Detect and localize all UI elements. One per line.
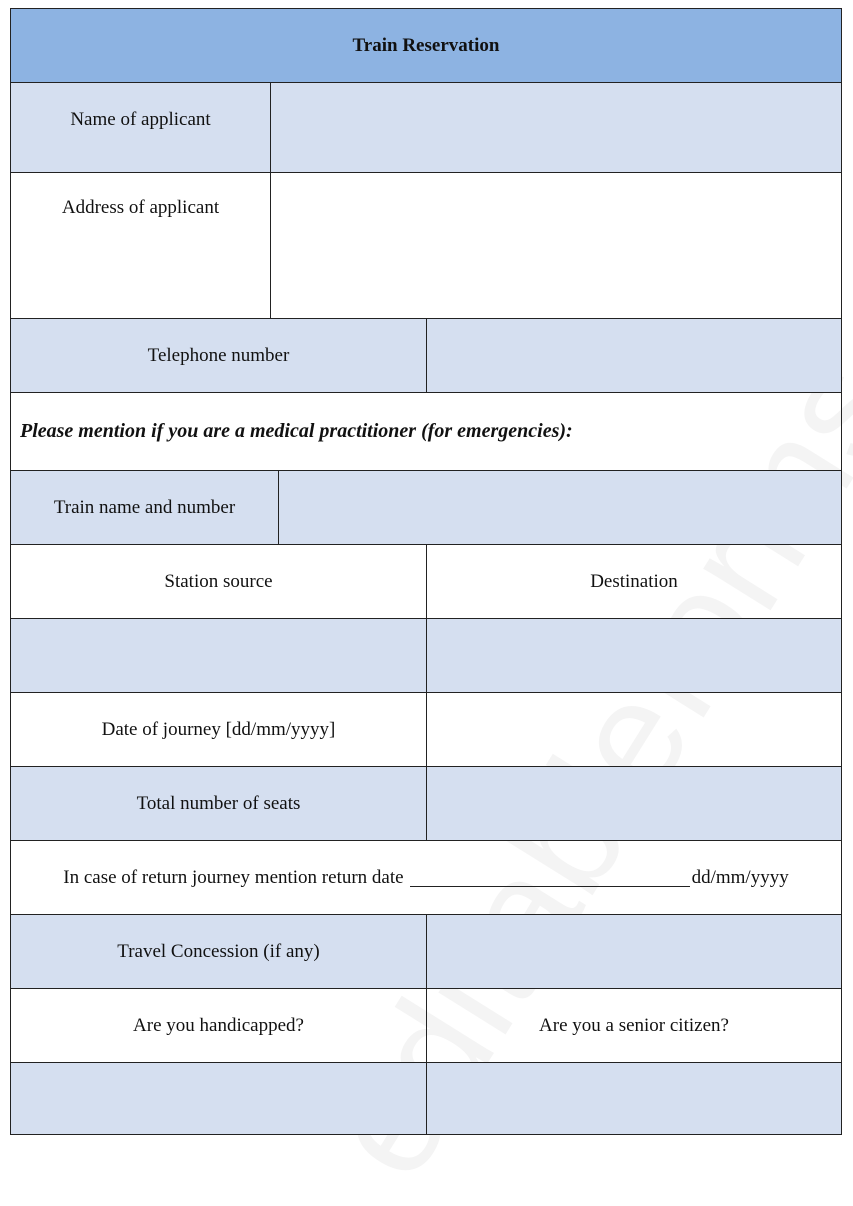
form-header [11,9,841,83]
questions-row [11,989,841,1063]
return-label: In case of return journey mention return date [63,866,404,888]
train-label: Train name and number [11,471,279,544]
telephone-row [11,319,841,393]
destination-field[interactable] [427,619,841,692]
return-row [11,841,841,915]
medical-note: Please mention if you are a medical practitioner (for emergencies): [20,420,573,442]
train-row [11,471,841,545]
answers-row [11,1063,841,1134]
train-reservation-form [10,8,842,1135]
concession-label: Travel Concession (if any) [11,915,427,988]
concession-row [11,915,841,989]
medical-row [11,393,841,471]
date-row [11,693,841,767]
name-field[interactable] [271,83,841,172]
return-format: dd/mm/yyyy [691,866,789,888]
senior-field[interactable] [427,1063,841,1134]
return-line [11,841,841,914]
source-field[interactable] [11,619,427,692]
name-label: Name of applicant [11,83,271,172]
concession-field[interactable] [427,915,841,988]
return-date-field[interactable] [410,868,690,887]
source-label: Station source [11,545,427,618]
route-header-row [11,545,841,619]
senior-label: Are you a senior citizen? [539,1014,729,1036]
address-label: Address of applicant [11,173,271,318]
address-row [11,173,841,319]
seats-label: Total number of seats [11,767,427,840]
seats-row [11,767,841,841]
name-row [11,83,841,173]
address-field[interactable] [271,173,841,318]
telephone-field[interactable] [427,319,841,392]
form-title: Train Reservation [352,34,500,56]
date-label: Date of journey [dd/mm/yyyy] [11,693,427,766]
date-field[interactable] [427,693,841,766]
seats-field[interactable] [427,767,841,840]
destination-label: Destination [590,570,678,592]
route-fields-row [11,619,841,693]
handicapped-label: Are you handicapped? [11,989,427,1062]
train-field[interactable] [279,471,841,544]
telephone-label: Telephone number [11,319,427,392]
handicapped-field[interactable] [11,1063,427,1134]
